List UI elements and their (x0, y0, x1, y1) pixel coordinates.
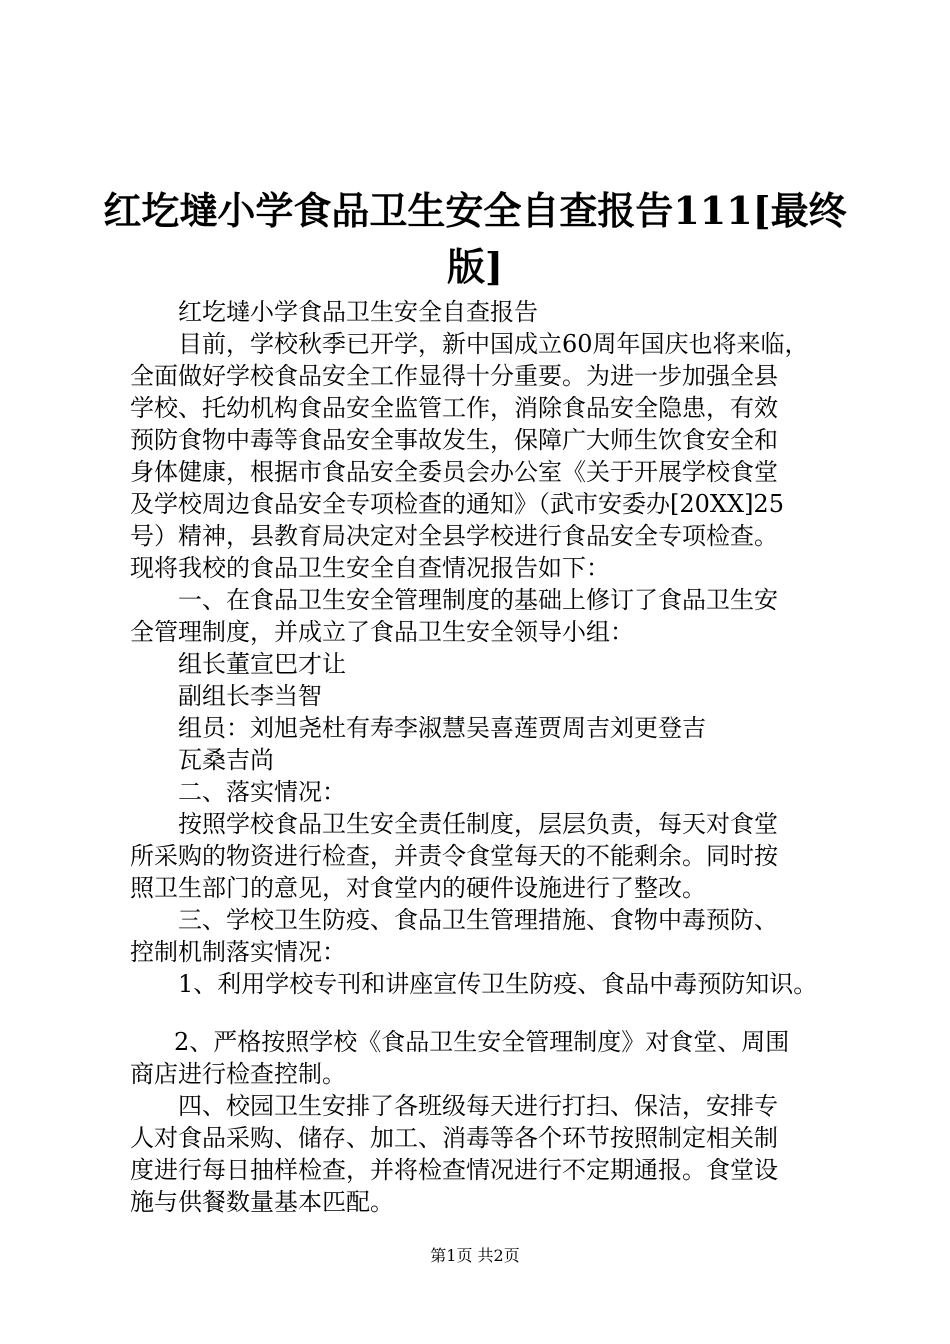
paragraph-line: 瓦桑吉尚 (178, 746, 274, 774)
document-title-line-2: 版] (447, 244, 503, 289)
paragraph-line: 1、利用学校专刊和讲座宣传卫生防疫、食品中毒预防知识。 (178, 970, 818, 998)
blank-gap (130, 1000, 850, 1026)
paragraph-line: 施与供餐数量基本匹配。 (130, 1188, 394, 1216)
paragraph-line: 人对食品采购、储存、加工、消毒等各个环节按照制定相关制 (130, 1124, 778, 1152)
paragraph-line: 所采购的物资进行检查，并责令食堂每天的不能剩余。同时按 (130, 842, 778, 870)
document-body (130, 296, 850, 1218)
paragraph-line: 按照学校食品卫生安全责任制度，层层负责，每天对食堂 (178, 810, 778, 838)
document-title-line-1: 红圪墶小学食品卫生安全自查报告111[最终 (103, 188, 847, 233)
paragraph-line: 照卫生部门的意见，对食堂内的硬件设施进行了整改。 (130, 874, 706, 902)
paragraph-line: 全面做好学校食品安全工作显得十分重要。为进一步加强全县 (130, 362, 778, 390)
paragraph-line: 一、在食品卫生安全管理制度的基础上修订了食品卫生安 (178, 586, 778, 614)
paragraph-line: 及学校周边食品安全专项检查的通知》（武市安委办[20XX]25 (130, 490, 784, 518)
paragraph-line: 2、严格按照学校《食品卫生安全管理制度》对食堂、周围 (174, 1028, 790, 1056)
subtitle-line: 红圪墶小学食品卫生安全自查报告 (178, 298, 538, 326)
paragraph-line: 目前，学校秋季已开学，新中国成立60周年国庆也将来临， (178, 330, 809, 358)
paragraph-line: 控制机制落实情况： (130, 938, 346, 966)
paragraph-line: 全管理制度，并成立了食品卫生安全领导小组： (130, 618, 634, 646)
paragraph-line: 学校、托幼机构食品安全监管工作，消除食品安全隐患，有效 (130, 394, 778, 422)
page-number-footer: 第1页 共2页 (430, 1246, 520, 1265)
paragraph-line: 身体健康，根据市食品安全委员会办公室《关于开展学校食堂 (130, 458, 778, 486)
paragraph-line: 副组长李当智 (178, 682, 322, 710)
paragraph-line: 组长董宣巴才让 (178, 650, 346, 678)
paragraph-line: 四、校园卫生安排了各班级每天进行打扫、保洁，安排专 (178, 1092, 778, 1120)
paragraph-line: 二、落实情况： (178, 778, 346, 806)
paragraph-line: 商店进行检查控制。 (130, 1060, 346, 1088)
paragraph-line: 号）精神，县教育局决定对全县学校进行食品安全专项检查。 (130, 522, 778, 550)
paragraph-line: 现将我校的食品卫生安全自查情况报告如下： (130, 554, 610, 582)
paragraph-line: 组员：刘旭尧杜有寿李淑慧吴喜莲贾周吉刘更登吉 (178, 714, 706, 742)
paragraph-line: 度进行每日抽样检查，并将检查情况进行不定期通报。食堂设 (130, 1156, 778, 1184)
paragraph-line: 预防食物中毒等食品安全事故发生，保障广大师生饮食安全和 (130, 426, 778, 454)
paragraph-line: 三、学校卫生防疫、食品卫生管理措施、食物中毒预防、 (178, 906, 778, 934)
